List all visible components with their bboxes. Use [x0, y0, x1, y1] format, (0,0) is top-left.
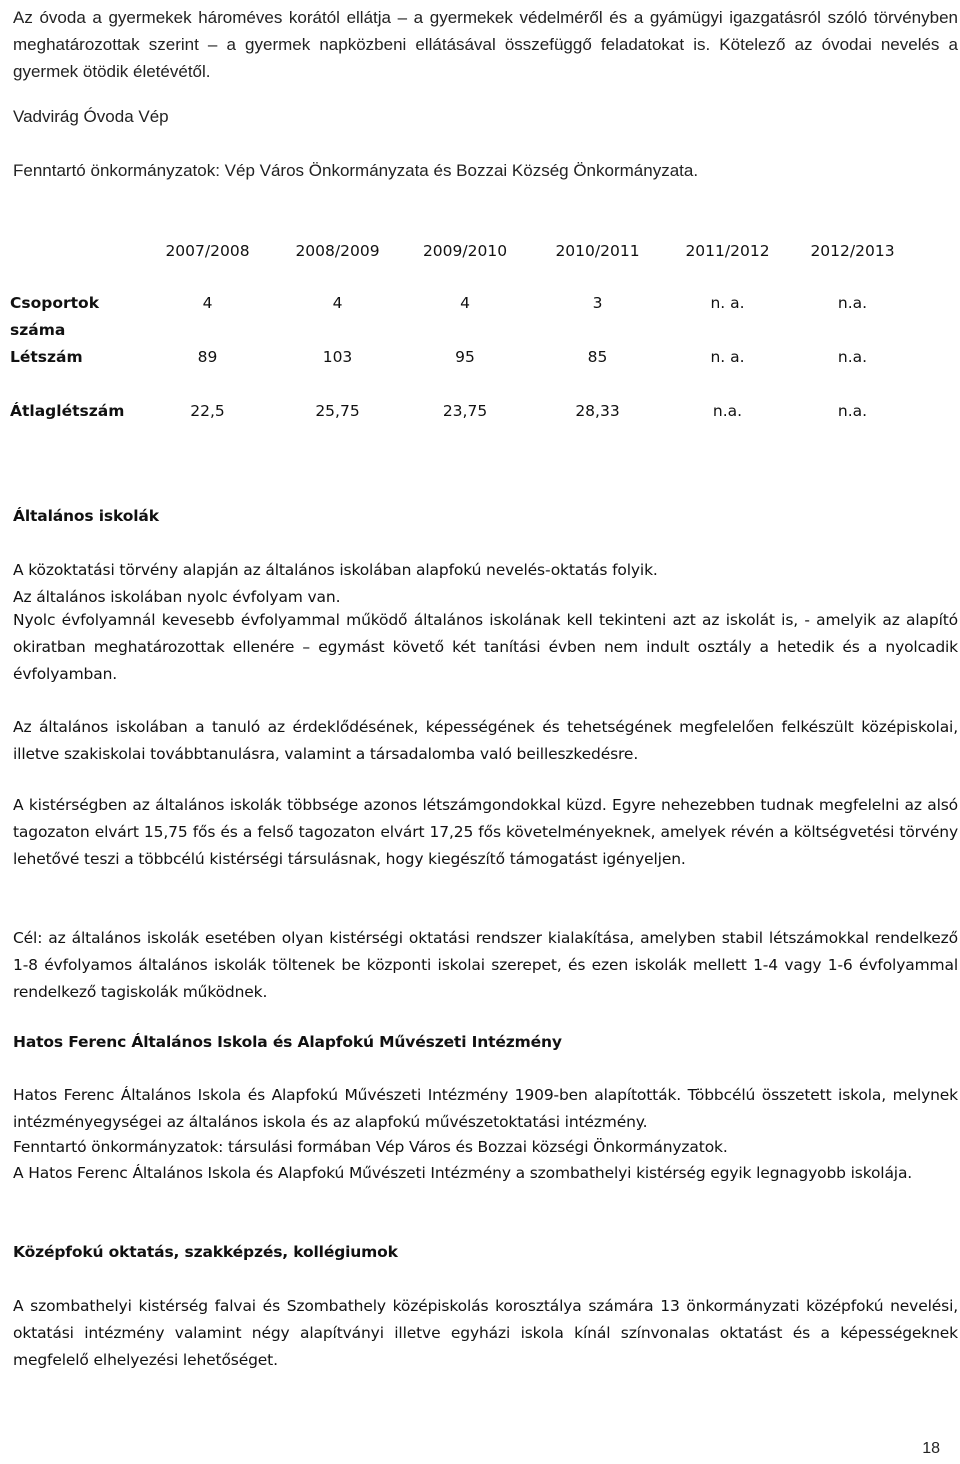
- hatos-paragraph: A Hatos Ferenc Általános Iskola és Alapfokú Művészeti Intézmény a szombathelyi kistérség egyik legnagyobb iskolája.: [13, 1164, 913, 1182]
- year-header: 2007/2008: [165, 242, 250, 260]
- year-header: 2010/2011: [555, 242, 640, 260]
- table-cell: 89: [197, 348, 218, 366]
- year-header: 2009/2010: [422, 242, 508, 260]
- cel-paragraph: Cél: az általános iskolák esetében olyan kistérségi oktatási rendszer kialakítása, amelyben stabil létszámokkal rendelkező 1-8 évfolyamos általános iskolák töltenek be központi iskolai szerepet, és ezen iskolák mellett 1-4 vagy 1-6 évfolyammal rendelkező tagiskolák működnek.: [13, 929, 958, 1001]
- altalanos-paragraph: A közoktatási törvény alapján az általános iskolában alapfokú nevelés-oktatás folyik.: [13, 561, 658, 579]
- hatos-heading: Hatos Ferenc Általános Iskola és Alapfokú Művészeti Intézmény: [13, 1033, 562, 1051]
- table-cell: n. a.: [710, 348, 745, 366]
- table-cell: 85: [587, 348, 608, 366]
- table-cell: 103: [322, 348, 353, 366]
- row-label: Csoportok száma: [10, 294, 100, 339]
- kozepfoku-heading: Középfokú oktatás, szakképzés, kollégiumok: [13, 1243, 398, 1261]
- table-row: [10, 290, 915, 344]
- header-empty-cell: [10, 228, 140, 274]
- altalanos-paragraph: Nyolc évfolyamnál kevesebb évfolyammal működő általános iskolának kell tekinteni azt az iskolát is, - amelyik az alapító okiratban meghatározottak ellenére – egymást követő két tanítási évben nem indult osztály a hetedik és a nyolcadik évfolyamban.: [13, 611, 958, 683]
- table-cell: 4: [202, 294, 213, 312]
- table-cell: 4: [460, 294, 470, 312]
- vadvirag-heading: Vadvirág Óvoda Vép: [13, 107, 169, 126]
- hatos-paragraph: Fenntartó önkormányzatok: társulási formában Vép Város és Bozzai községi Önkormányzatok.: [13, 1138, 728, 1156]
- table-cell: n.a.: [712, 402, 743, 420]
- ovoda-statistics-table: [10, 228, 915, 425]
- table-cell: 23,75: [442, 402, 488, 420]
- table-cell: n.a.: [837, 402, 868, 420]
- table-header-row: [10, 228, 915, 274]
- altalanos-paragraph: Az általános iskolában a tanuló az érdeklődésének, képességének és tehetségének megfelelően felkészült középiskolai, illetve szakiskolai továbbtanulásra, valamint a társadalomba való beilleszkedésre.: [13, 718, 958, 763]
- table-cell: n.a.: [837, 348, 868, 366]
- table-cell: 25,75: [315, 402, 360, 420]
- altalanos-paragraph: Az általános iskolában nyolc évfolyam van.: [13, 588, 341, 606]
- intro-paragraph: Az óvoda a gyermekek hároméves korától ellátja – a gyermekek védelméről és a gyámügyi igazgatásról szóló törvényben meghatározottak szerint – a gyermek napközbeni ellátásával összefüggő feladatokat is. Kötelező az óvodai nevelés a gyermek ötödik életévétől.: [13, 8, 958, 81]
- altalanos-heading: Általános iskolák: [13, 507, 159, 525]
- altalanos-paragraph: A kistérségben az általános iskolák többsége azonos létszámgondokkal küzd. Egyre nehezebben tudnak megfelelni az alsó tagozaton elvárt 15,75 fős és a felső tagozaton elvárt 17,25 fős követelményeknek, amelyek révén a költségvetési törvény lehetővé teszi a többcélú kistérségi társulásnak, hogy kiegészítő támogatást igényeljen.: [13, 796, 958, 868]
- year-header: 2012/2013: [810, 242, 895, 260]
- year-header: 2008/2009: [295, 242, 380, 260]
- table-row: [10, 344, 915, 398]
- table-row: [10, 398, 915, 425]
- row-label: Létszám: [10, 348, 83, 366]
- kozepfoku-paragraph: A szombathelyi kistérség falvai és Szombathely középiskolás korosztálya számára 13 önkormányzati középfokú nevelési, oktatási intézmény valamint négy alapítványi illetve egyházi iskola kínál színvonalas oktatást és a képességeknek megfelelő elhelyezési lehetőséget.: [13, 1297, 958, 1369]
- table-cell: 4: [332, 294, 343, 312]
- table-cell: 95: [455, 348, 475, 366]
- table-cell: n.a.: [837, 294, 868, 312]
- vadvirag-fenntarto: Fenntartó önkormányzatok: Vép Város Önkormányzata és Bozzai Község Önkormányzata.: [13, 161, 699, 180]
- hatos-paragraph: Hatos Ferenc Általános Iskola és Alapfokú Művészeti Intézmény 1909-ben alapították. Többcélú összetett iskola, melynek intézményegységei az általános iskola és az alapfokú művészetoktatási intézmény.: [13, 1086, 958, 1131]
- row-label: Átlaglétszám: [10, 402, 125, 420]
- table-cell: 28,33: [575, 402, 620, 420]
- page-number: 18: [922, 1440, 940, 1457]
- table-cell: 3: [592, 294, 603, 312]
- table-cell: 22,5: [190, 402, 225, 420]
- table-cell: n. a.: [710, 294, 745, 312]
- year-header: 2011/2012: [685, 242, 770, 260]
